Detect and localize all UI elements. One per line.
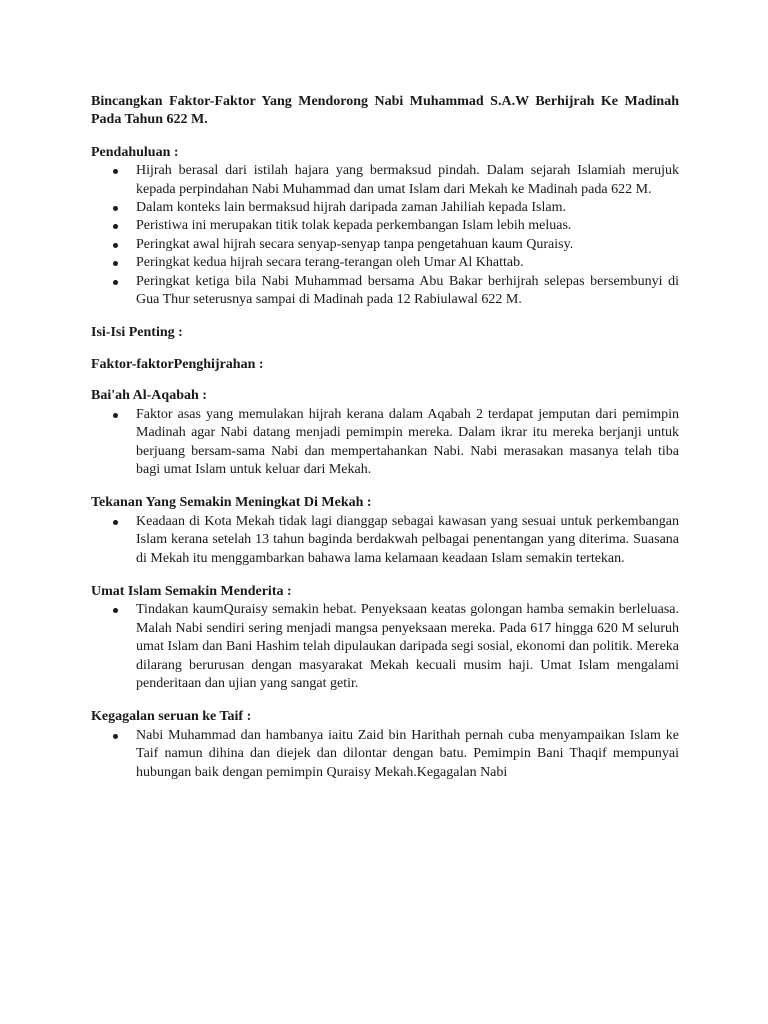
list-item: Keadaan di Kota Mekah tidak lagi dianggap sebagai kawasan yang sesuai untuk perkembangan Islam kerana setelah 13 tahun baginda berdakwah pelbagai penentangan yang diterima. Suasana di Mekah itu menggambarkan bahawa lama kelamaan keadaan Islam semakin tertekan. xyxy=(91,513,679,568)
bullet-icon xyxy=(113,608,118,613)
section-heading-isi-penting: Isi-Isi Penting : xyxy=(91,325,183,341)
bullet-icon xyxy=(113,261,118,266)
bullet-list-pendahuluan xyxy=(91,162,679,309)
bullet-list-taif xyxy=(91,727,679,782)
list-item: Faktor asas yang memulakan hijrah kerana dalam Aqabah 2 terdapat jemputan dari pemimpin Madinah agar Nabi datang menjadi pemimpin mereka. Dalam ikrar itu mereka berjanji untuk berjuang bersam-sama Nabi dan mempertahankan Nabi. Nabi merasakan masanya telah tiba bagi umat Islam untuk keluar dari Mekah. xyxy=(91,406,679,480)
list-item: Peristiwa ini merupakan titik tolak kepada perkembangan Islam lebih meluas. xyxy=(91,217,679,235)
bullet-icon xyxy=(113,520,118,525)
section-heading-taif: Kegagalan seruan ke Taif : xyxy=(91,709,252,725)
list-item: Nabi Muhammad dan hambanya iaitu Zaid bin Harithah pernah cuba menyampaikan Islam ke Taif namun dihina dan diejek dan dilontar dengan batu. Pemimpin Bani Thaqif mempunyai hubungan baik dengan pemimpin Quraisy Mekah.Kegagalan Nabi xyxy=(91,727,679,782)
bullet-icon xyxy=(113,734,118,739)
bullet-icon xyxy=(113,413,118,418)
list-item: Peringkat ketiga bila Nabi Muhammad bersama Abu Bakar berhijrah selepas bersembunyi di Gua Thur seterusnya sampai di Madinah pada 12 Rabiulawal 622 M. xyxy=(91,273,679,310)
list-item: Tindakan kaumQuraisy semakin hebat. Penyeksaan keatas golongan hamba semakin berleluasa. Malah Nabi sendiri sering menjadi mangsa penyeksaan mereka. Pada 617 hingga 620 M seluruh umat Islam dan Bani Hashim telah dipulaukan daripada segi sosial, ekonomi dan politik. Mereka dilarang berurusan dengan masyarakat Mekah kecuali musim haji. Umat Islam mengalami penderitaan dan ujian yang sangat getir. xyxy=(91,601,679,693)
section-heading-menderita: Umat Islam Semakin Menderita : xyxy=(91,583,292,599)
document-title: Bincangkan Faktor-Faktor Yang Mendorong Nabi Muhammad S.A.W Berhijrah Ke Madinah Pada Tahun 622 M. xyxy=(91,94,679,128)
bullet-icon xyxy=(113,224,118,229)
section-heading-faktor: Faktor-faktorPenghijrahan : xyxy=(91,356,264,372)
bullet-icon xyxy=(113,280,118,285)
bullet-list-tekanan xyxy=(91,513,679,568)
section-heading-tekanan: Tekanan Yang Semakin Meningkat Di Mekah : xyxy=(91,495,372,511)
list-item: Hijrah berasal dari istilah hajara yang bermaksud pindah. Dalam sejarah Islamiah merujuk kepada perpindahan Nabi Muhammad dan umat Islam dari Mekah ke Madinah pada 622 M. xyxy=(91,162,679,199)
document-body xyxy=(91,93,679,782)
bullet-icon xyxy=(113,243,118,248)
list-item: Dalam konteks lain bermaksud hijrah daripada zaman Jahiliah kepada Islam. xyxy=(91,199,679,217)
bullet-list-baiah xyxy=(91,406,679,480)
bullet-icon xyxy=(113,206,118,211)
bullet-icon xyxy=(113,169,118,174)
list-item: Peringkat kedua hijrah secara terang-terangan oleh Umar Al Khattab. xyxy=(91,254,679,272)
list-item: Peringkat awal hijrah secara senyap-senyap tanpa pengetahuan kaum Quraisy. xyxy=(91,236,679,254)
bullet-list-menderita xyxy=(91,601,679,693)
section-heading-pendahuluan: Pendahuluan : xyxy=(91,144,179,160)
section-heading-baiah: Bai'ah Al-Aqabah : xyxy=(91,388,207,404)
